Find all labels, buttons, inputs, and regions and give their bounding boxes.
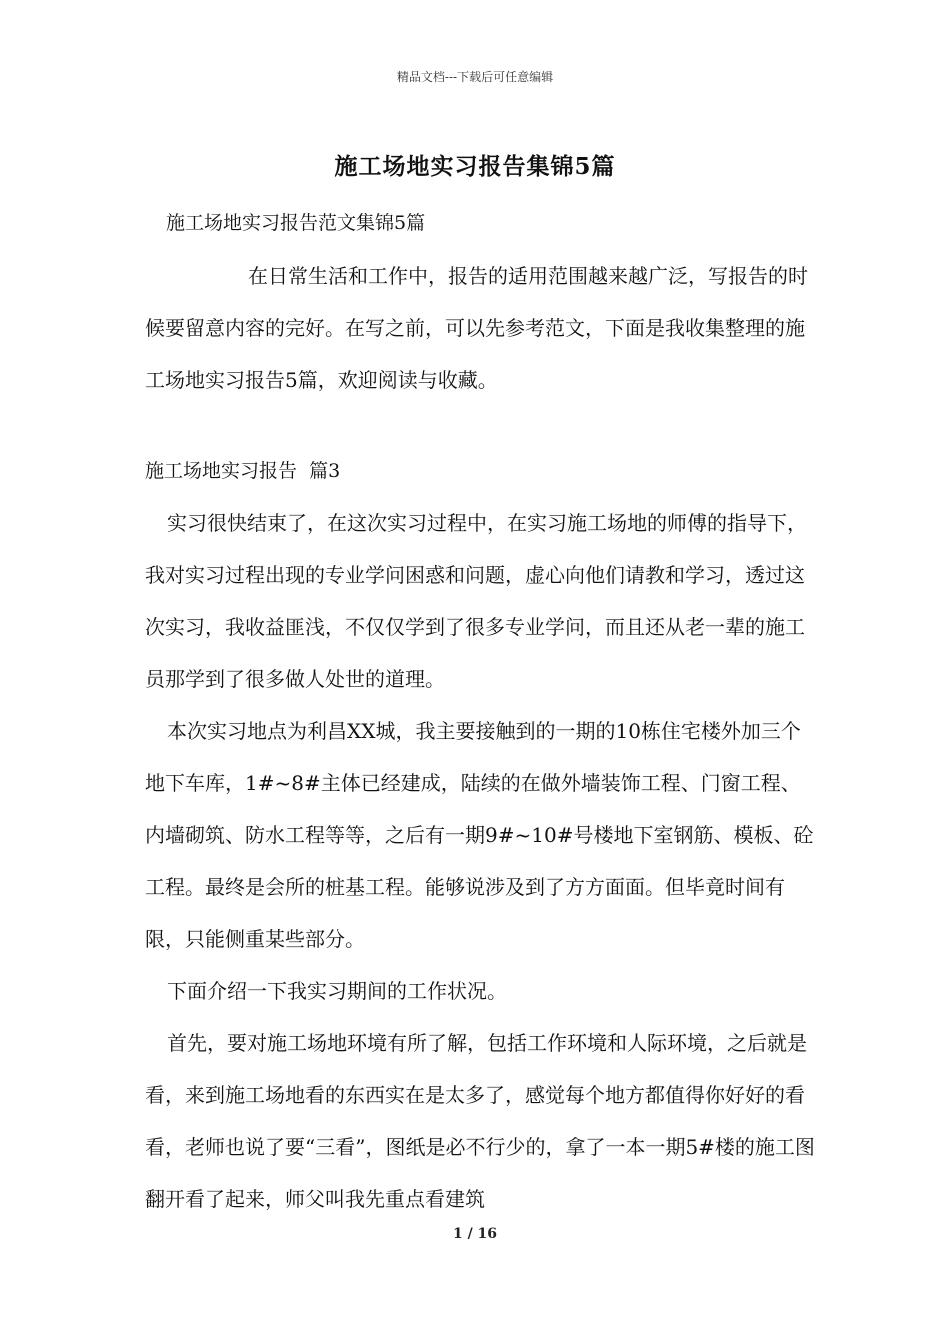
section-heading: 施工场地实习报告 篇3 [145,460,341,482]
main-body [145,497,815,1225]
body-paragraph: 本次实习地点为利昌XX城，我主要接触到的一期的10栋住宅楼外加三个地下车库，1#~8#主体已经建成，陆续的在做外墙装饰工程、门窗工程、内墙砌筑、防水工程等等，之后有一期9#~10#号楼地下室钢筋、模板、砼工程。最终是会所的桩基工程。能够说涉及到了方方面面。但毕竟时间有限，只能侧重某些部分。 [145,719,814,951]
body-paragraph: 下面介绍一下我实习期间的工作状况。 [167,979,507,1003]
intro-section [145,250,815,406]
page-number: 1 / 16 [452,1226,498,1242]
document-subtitle: 施工场地实习报告范文集锦5篇 [166,212,426,234]
intro-paragraph: 在日常生活和工作中，报告的适用范围越来越广泛，写报告的时候要留意内容的完好。在写之前，可以先参考范文，下面是我收集整理的施工场地实习报告5篇，欢迎阅读与收藏。 [145,264,808,392]
document-title: 施工场地实习报告集锦5篇 [334,153,616,180]
page-header: 精品文档---下载后可任意编辑 [396,70,554,84]
body-paragraph: 实习很快结束了，在这次实习过程中，在实习施工场地的师傅的指导下，我对实习过程出现的专业学问困惑和问题，虚心向他们请教和学习，透过这次实习，我收益匪浅，不仅仅学到了很多专业学问，而且还从老一辈的施工员那学到了很多做人处世的道理。 [145,511,807,691]
body-paragraph: 首先，要对施工场地环境有所了解，包括工作环境和人际环境，之后就是看，来到施工场地看的东西实在是太多了，感觉每个地方都值得你好好的看看，老师也说了要“三看”，图纸是必不行少的，拿了一本一期5#楼的施工图翻开看了起来，师父叫我先重点看建筑 [145,1031,815,1211]
